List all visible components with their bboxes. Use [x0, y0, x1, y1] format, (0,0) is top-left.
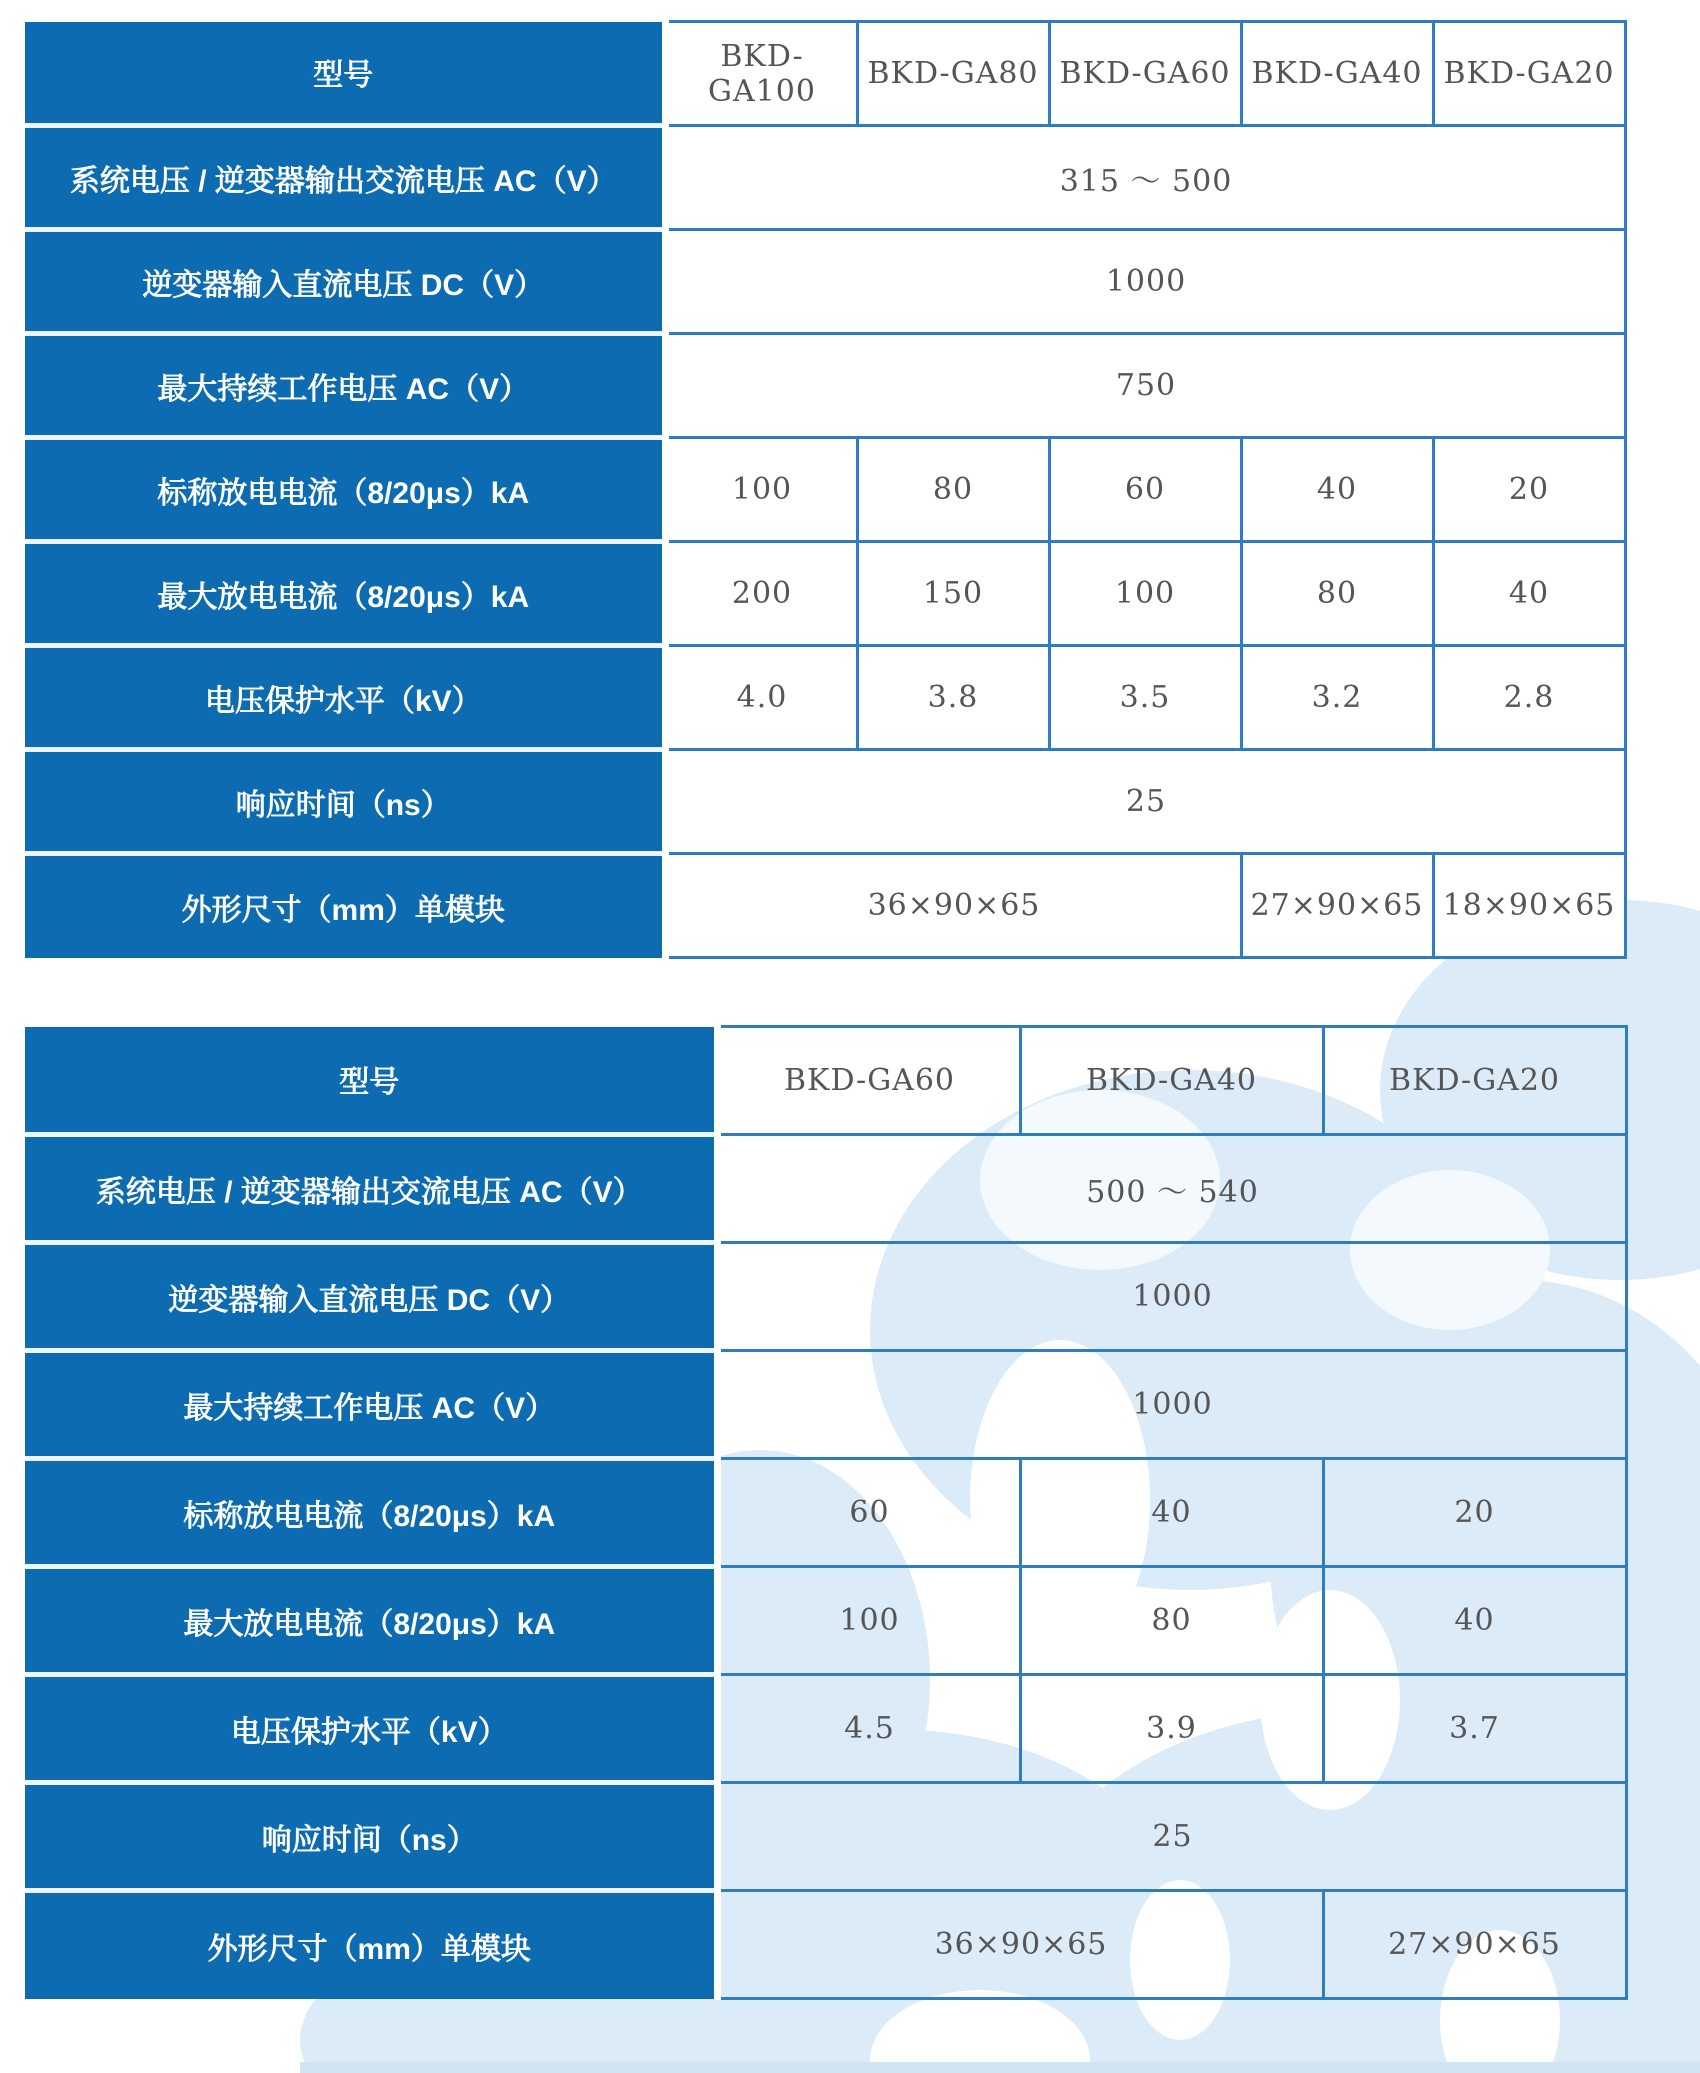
value-cell: 3.7: [1323, 1675, 1626, 1783]
value-cell: 40: [1241, 438, 1433, 542]
model-header: BKD-GA40: [1020, 1027, 1323, 1135]
row-label: 系统电压 / 逆变器输出交流电压 AC（V）: [25, 126, 665, 230]
dimension-cell: 36×90×65: [665, 854, 1241, 958]
row-label: 标称放电电流（8/20μs）kA: [25, 438, 665, 542]
value-cell: 2.8: [1433, 646, 1625, 750]
value-cell: 80: [1020, 1567, 1323, 1675]
model-header: BKD-GA40: [1241, 22, 1433, 126]
row-label: 响应时间（ns）: [25, 1783, 717, 1891]
row-label: 系统电压 / 逆变器输出交流电压 AC（V）: [25, 1135, 717, 1243]
value-cell-merged: 1000: [717, 1351, 1626, 1459]
value-cell: 80: [857, 438, 1049, 542]
value-cell: 100: [717, 1567, 1020, 1675]
spec-table-secondary: [25, 1025, 1628, 2000]
row-label: 最大持续工作电压 AC（V）: [25, 1351, 717, 1459]
row-label: 电压保护水平（kV）: [25, 646, 665, 750]
row-label: 标称放电电流（8/20μs）kA: [25, 1459, 717, 1567]
row-label: 最大持续工作电压 AC（V）: [25, 334, 665, 438]
row-label: 最大放电电流（8/20μs）kA: [25, 542, 665, 646]
value-cell: 20: [1323, 1459, 1626, 1567]
spec-table-primary: [25, 20, 1627, 959]
value-cell: 60: [717, 1459, 1020, 1567]
dimension-cell: 36×90×65: [717, 1891, 1323, 1999]
value-cell-merged: 1000: [665, 230, 1625, 334]
model-header: BKD-GA60: [717, 1027, 1020, 1135]
row-label: 外形尺寸（mm）单模块: [25, 854, 665, 958]
value-cell: 40: [1323, 1567, 1626, 1675]
corner-header: 型号: [25, 22, 665, 126]
model-header: BKD-GA20: [1323, 1027, 1626, 1135]
value-cell-merged: 25: [717, 1783, 1626, 1891]
value-cell: 20: [1433, 438, 1625, 542]
dimension-cell: 27×90×65: [1241, 854, 1433, 958]
value-cell: 3.8: [857, 646, 1049, 750]
value-cell: 40: [1433, 542, 1625, 646]
value-cell-merged: 1000: [717, 1243, 1626, 1351]
corner-header: 型号: [25, 1027, 717, 1135]
model-header: BKD-GA80: [857, 22, 1049, 126]
row-label: 逆变器输入直流电压 DC（V）: [25, 230, 665, 334]
row-label: 响应时间（ns）: [25, 750, 665, 854]
row-label: 电压保护水平（kV）: [25, 1675, 717, 1783]
model-header: BKD-GA20: [1433, 22, 1625, 126]
value-cell-merged: 315 ～ 500: [665, 126, 1625, 230]
value-cell: 3.2: [1241, 646, 1433, 750]
model-header: BKD-GA100: [665, 22, 857, 126]
dimension-cell: 27×90×65: [1323, 1891, 1626, 1999]
row-label: 最大放电电流（8/20μs）kA: [25, 1567, 717, 1675]
value-cell: 80: [1241, 542, 1433, 646]
value-cell: 150: [857, 542, 1049, 646]
value-cell: 100: [665, 438, 857, 542]
value-cell: 40: [1020, 1459, 1323, 1567]
value-cell: 200: [665, 542, 857, 646]
value-cell: 3.9: [1020, 1675, 1323, 1783]
row-label: 外形尺寸（mm）单模块: [25, 1891, 717, 1999]
row-label: 逆变器输入直流电压 DC（V）: [25, 1243, 717, 1351]
model-header: BKD-GA60: [1049, 22, 1241, 126]
value-cell: 60: [1049, 438, 1241, 542]
value-cell-merged: 25: [665, 750, 1625, 854]
value-cell: 4.5: [717, 1675, 1020, 1783]
value-cell: 4.0: [665, 646, 857, 750]
value-cell: 3.5: [1049, 646, 1241, 750]
value-cell-merged: 500 ～ 540: [717, 1135, 1626, 1243]
dimension-cell: 18×90×65: [1433, 854, 1625, 958]
value-cell-merged: 750: [665, 334, 1625, 438]
value-cell: 100: [1049, 542, 1241, 646]
